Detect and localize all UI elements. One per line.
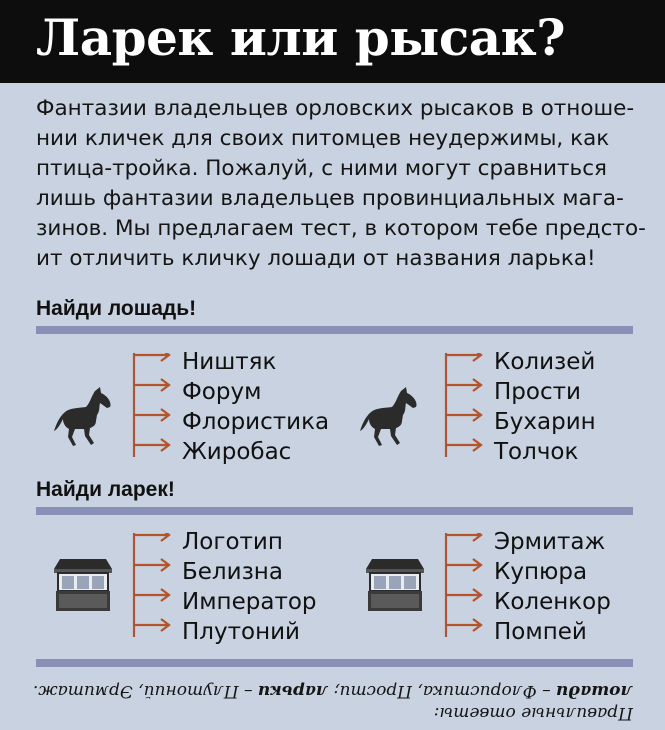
kiosk-icon bbox=[362, 555, 428, 613]
intro-line: нии кличек для своих питомцев неудержимы, как bbox=[36, 126, 610, 151]
intro-line: зинов. Мы предлагаем тест, в котором тебе предсто- bbox=[36, 216, 646, 241]
page-title: Ларек или рысак? bbox=[36, 8, 566, 67]
kiosk-group: Логотип Белизна Император Плутоний Эрмитаж Купюра Коленкор Помпей bbox=[0, 525, 665, 650]
answers-kiosks-text: – Плутоний, Эрмитаж. bbox=[32, 681, 258, 701]
intro-line: Фантазии владельцев орловских рысаков в отноше- bbox=[36, 96, 635, 121]
intro-line: ит отличить кличку лошади от названия ларька! bbox=[36, 246, 596, 271]
kiosk-section-rule bbox=[36, 507, 633, 515]
answers-line bbox=[32, 680, 633, 702]
horse-icon bbox=[50, 387, 120, 449]
answers-rule bbox=[36, 659, 633, 667]
kiosk-left-bracket bbox=[130, 533, 174, 643]
answers-block bbox=[32, 676, 633, 724]
horse-section-title: Найди лошадь! bbox=[36, 297, 197, 320]
answers-horses-label: лошади bbox=[556, 681, 633, 701]
kiosk-right-bracket bbox=[442, 533, 486, 643]
intro-text bbox=[36, 94, 648, 274]
answers-heading: Правильные ответы: bbox=[433, 703, 633, 723]
answers-horses-text: – Флористика, Прости; bbox=[328, 681, 557, 701]
horse-section-rule bbox=[36, 326, 633, 334]
horse-left-bracket bbox=[130, 353, 174, 463]
title-bar bbox=[0, 0, 665, 83]
horse-group: Ништяк Форум Флористика Жиробас Колизей Прости Бухарин Толчок bbox=[0, 345, 665, 470]
intro-line: птица-тройка. Пожалуй, с ними могут сравниться bbox=[36, 156, 607, 181]
horse-icon bbox=[356, 387, 426, 449]
kiosk-icon bbox=[50, 555, 116, 613]
horse-right-bracket bbox=[442, 353, 486, 463]
intro-line: лишь фантазии владельцев провинциальных мага- bbox=[36, 186, 624, 211]
answers-kiosks-label: ларьки bbox=[257, 681, 329, 701]
kiosk-section-title: Найди ларек! bbox=[36, 478, 175, 501]
